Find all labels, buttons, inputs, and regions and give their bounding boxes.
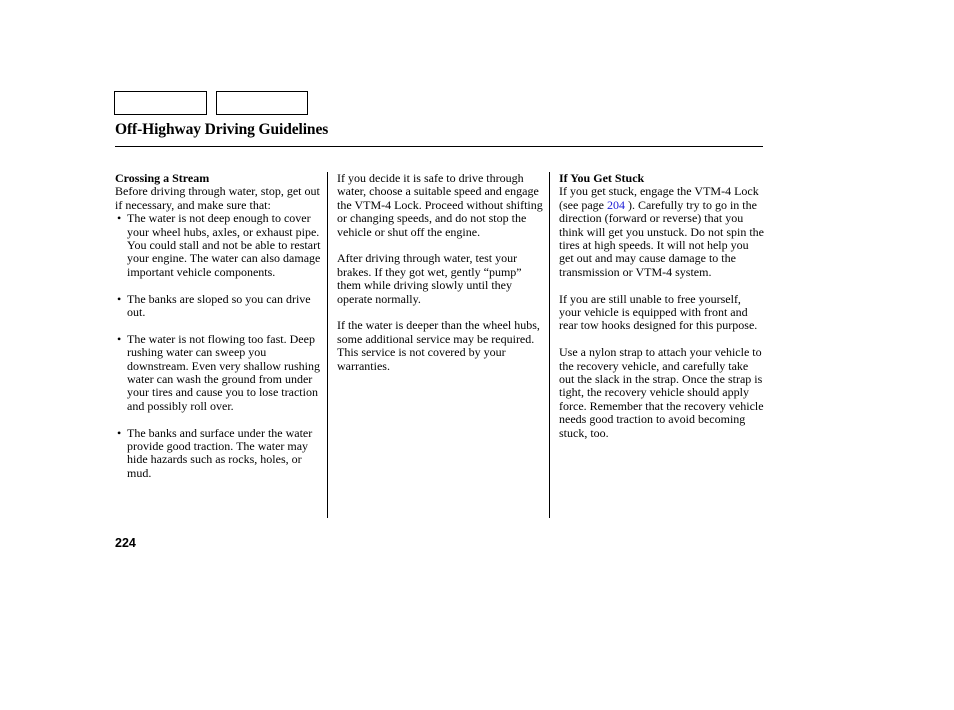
bullet-icon: • [117,291,122,306]
column-crossing-stream [115,172,323,480]
section-heading-if-stuck: If You Get Stuck [559,171,645,185]
bullet-text: The banks are sloped so you can drive out. [127,291,311,320]
bullet-text: The water is not deep enough to cover your wheel hubs, axles, or exhaust pipe. You could stall and not be able to restart your engine. The water can also damage important vehicle components. [127,211,321,279]
list-item [115,333,323,413]
bullet-icon: • [117,425,122,440]
bullet-text: The water is not flowing too fast. Deep rushing water can sweep you downstream. Even very shallow rushing water can wash the ground from under your tires and cause you to lose traction and possibly roll over. [127,331,320,413]
column-if-stuck [559,172,765,440]
stuck-text-after: ). Carefully try to go in the direction (forward or reverse) that you think will get you unstuck. Do not spin the tires at high speeds. It will not help you get out and may cause damage to the transmission or VTM-4 system. [559,197,764,279]
stuck-text-before: If you get stuck, engage the VTM-4 Lock (see page [559,184,759,212]
list-item [115,293,323,320]
column-divider [549,172,550,518]
page-title: Off-Highway Driving Guidelines [115,121,329,138]
bullet-icon: • [117,331,122,346]
section-heading-crossing-stream: Crossing a Stream [115,171,210,185]
title-rule [115,146,763,147]
crossing-intro: Before driving through water, stop, get out if necessary, and make sure that: [115,184,320,212]
paragraph: If you are still unable to free yourself, your vehicle is equipped with front and rear tow hooks designed for this purpose. [559,291,758,333]
list-item [115,212,323,279]
nav-button-index[interactable] [216,91,308,115]
bullet-icon: • [117,211,122,226]
nav-button-main-menu[interactable] [114,91,207,115]
page-number: 224 [115,536,136,550]
paragraph: If the water is deeper than the wheel hubs, some additional service may be required. This service is not covered by your warranties. [337,318,540,373]
column-divider [327,172,328,518]
paragraph: Use a nylon strap to attach your vehicle to the recovery vehicle, and carefully take out the slack in the strap. Once the strap is tight, the recovery vehicle should apply force. Remember that the recovery vehicle needs good traction to avoid becoming stuck, too. [559,345,764,440]
paragraph [559,185,765,279]
page-204-link[interactable]: 204 [606,197,625,212]
bullet-text: The banks and surface under the water provide good traction. The water may hide hazards such as rocks, holes, or mud. [127,425,313,480]
list-item [115,427,323,481]
paragraph: After driving through water, test your brakes. If they got wet, gently “pump” them while driving slowly until they operate normally. [337,251,522,306]
paragraph: If you decide it is safe to drive through water, choose a suitable speed and engage the VTM-4 Lock. Proceed without shifting or changing speeds, and do not stop the vehicle or shut off the engine. [337,171,543,239]
column-water-driving [337,172,543,373]
